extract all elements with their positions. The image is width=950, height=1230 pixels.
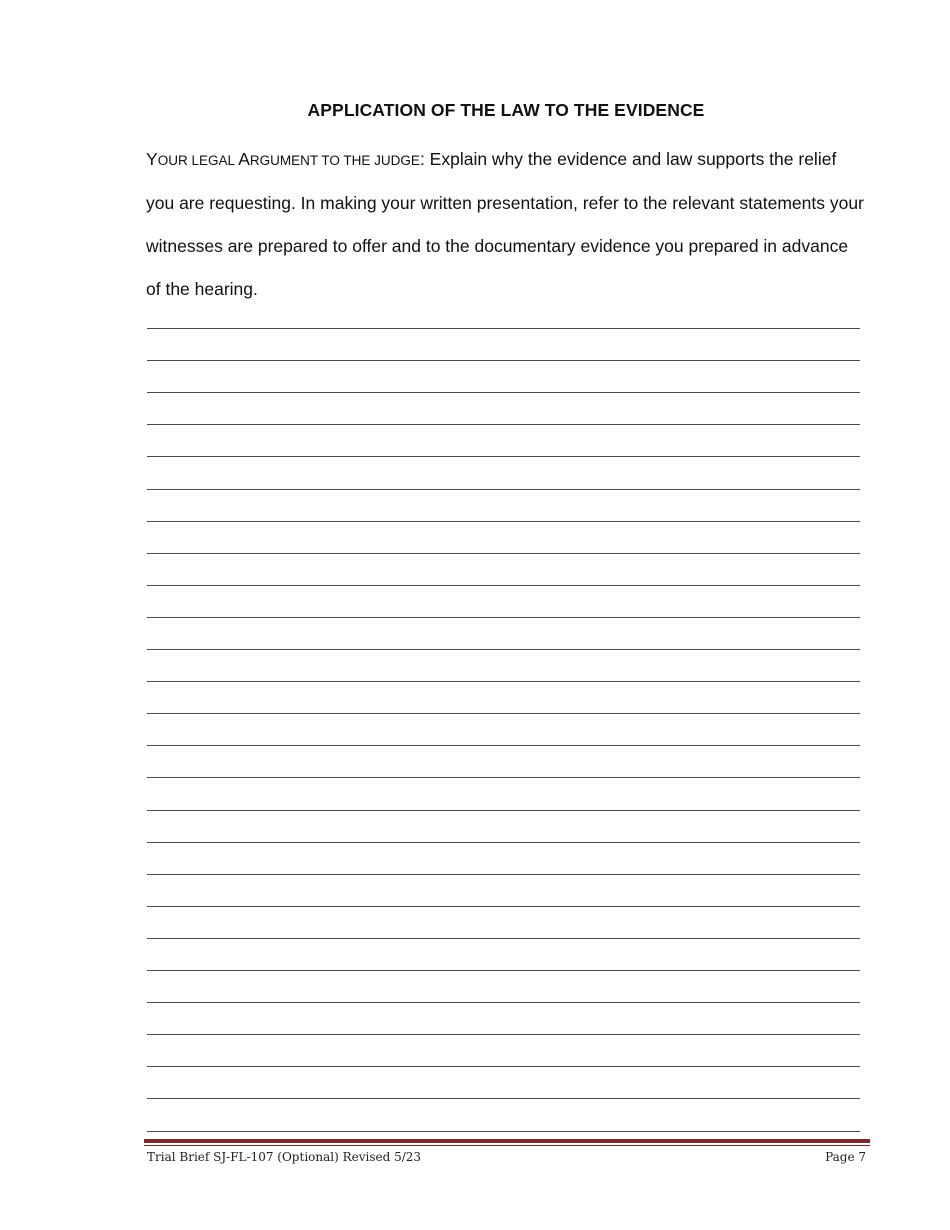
writing-line[interactable] [147,521,860,522]
writing-line[interactable] [147,713,860,714]
writing-line[interactable] [147,392,860,393]
writing-line[interactable] [147,360,860,361]
footer-page-number: Page 7 [825,1150,866,1164]
writing-line[interactable] [147,681,860,682]
writing-line[interactable] [147,906,860,907]
writing-line[interactable] [147,424,860,425]
lead-in-initial-a: A [238,149,250,169]
writing-line[interactable] [147,1066,860,1067]
writing-line[interactable] [147,617,860,618]
writing-line[interactable] [147,1034,860,1035]
writing-line[interactable] [147,810,860,811]
lead-in-colon: : [419,149,425,169]
writing-line[interactable] [147,938,860,939]
writing-line[interactable] [147,745,860,746]
writing-line[interactable] [147,489,860,490]
writing-line[interactable] [147,874,860,875]
writing-line[interactable] [147,1131,860,1132]
writing-line[interactable] [147,970,860,971]
writing-line[interactable] [147,585,860,586]
lead-in-initial-y: Y [146,149,158,169]
writing-line[interactable] [147,842,860,843]
footer-form-label: Trial Brief SJ-FL-107 (Optional) Revised 5/23 [147,1150,422,1164]
writing-line[interactable] [147,328,860,329]
writing-line[interactable] [147,456,860,457]
writing-line[interactable] [147,553,860,554]
lead-in-smallcaps-2: RGUMENT TO THE JUDGE [249,153,420,168]
footer-rule-thin [144,1145,870,1146]
footer-rule-thick [144,1139,870,1143]
writing-line[interactable] [147,649,860,650]
writing-line[interactable] [147,1098,860,1099]
lead-in-smallcaps-1: OUR LEGAL [157,153,239,168]
writing-line[interactable] [147,777,860,778]
writing-line[interactable] [147,1002,860,1003]
instructions-body: Explain why the evidence and law supports the relief you are requesting. In making your written presentation, refer to the relevant statements your witnesses are prepared to offer and to the documentary evidence you prepared in advance of the hearing. [146,149,864,299]
section-heading: APPLICATION OF THE LAW TO THE EVIDENCE [307,100,705,120]
